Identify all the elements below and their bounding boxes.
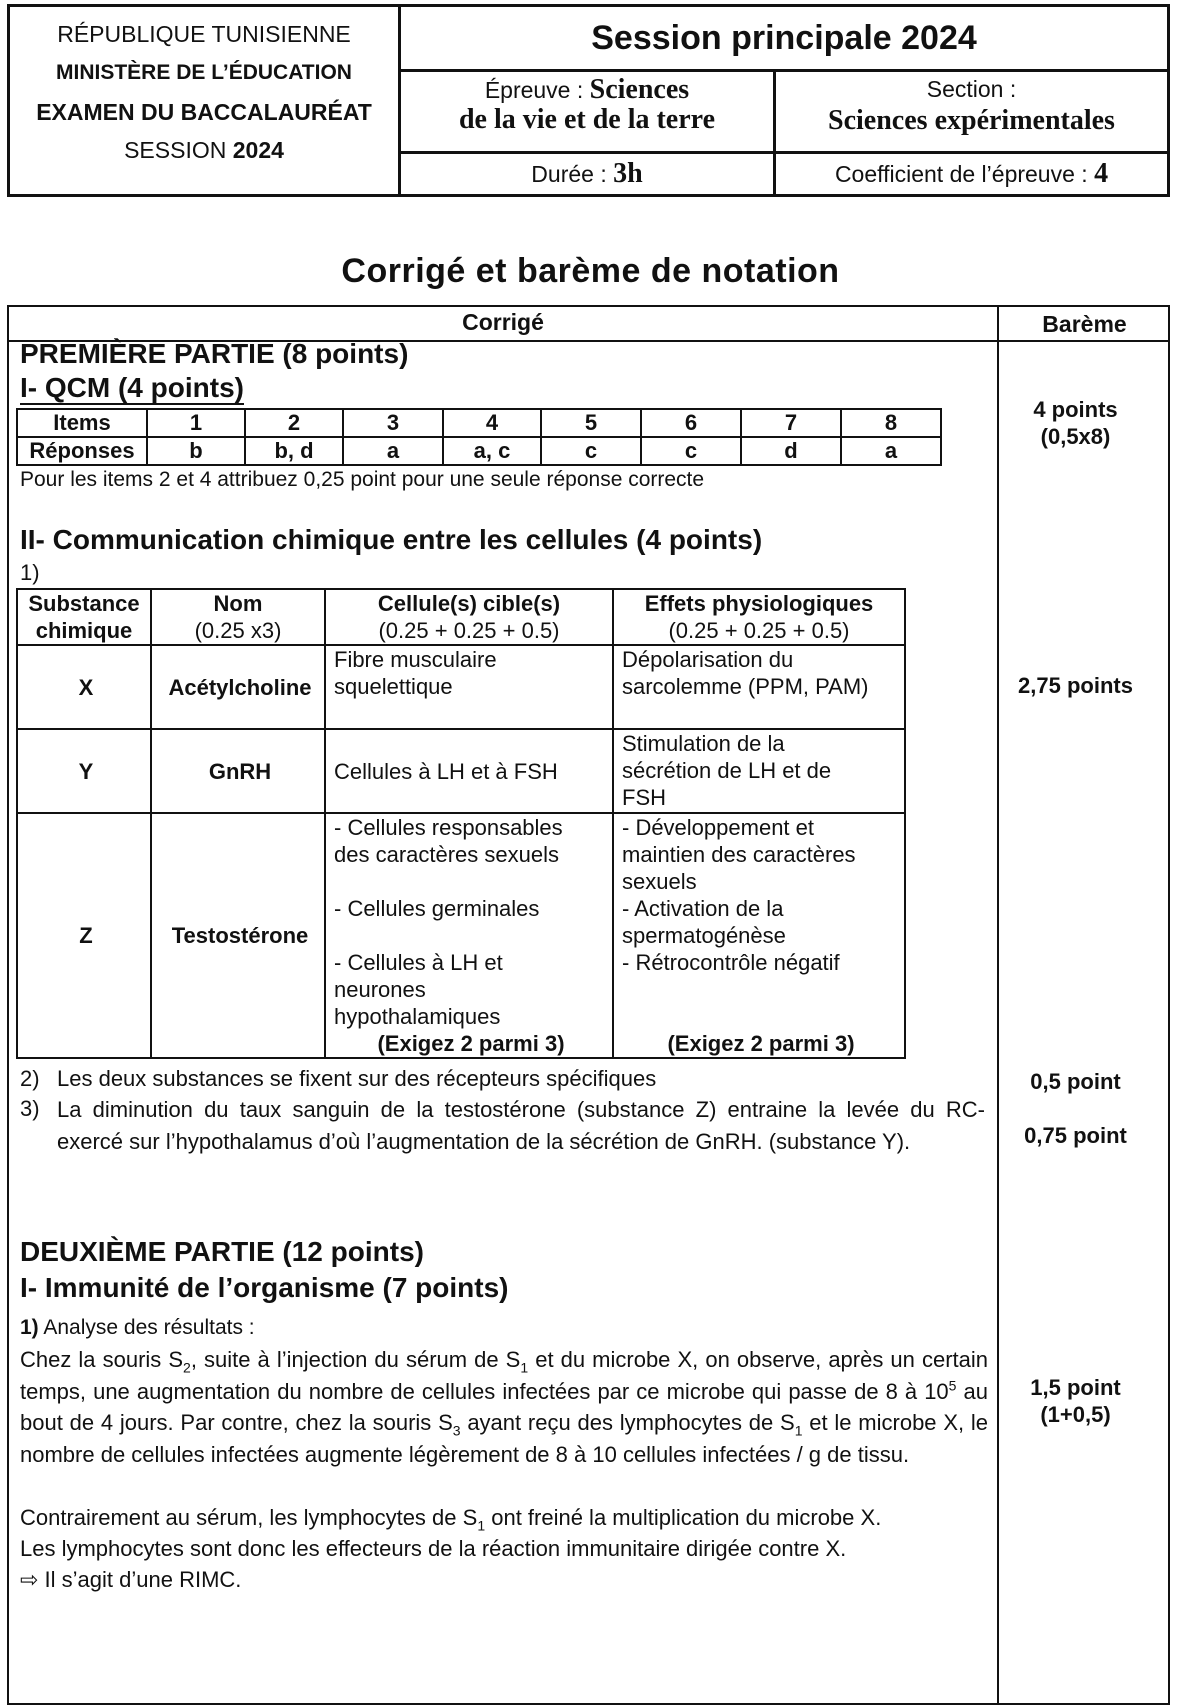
qcm-row-label: Réponses bbox=[17, 437, 147, 465]
epreuve-value-2: de la vie et de la terre bbox=[458, 104, 716, 135]
part2-title: DEUXIÈME PARTIE (12 points) bbox=[20, 1236, 424, 1267]
table-bareme: 2,75 points bbox=[1018, 673, 1133, 698]
qcm-item: 8 bbox=[841, 409, 941, 437]
substance-effect: Stimulation de la sécrétion de LH et de FSH bbox=[613, 729, 905, 813]
qcm-title: I- QCM (4 points) bbox=[20, 372, 244, 403]
immunity-title: I- Immunité de l’organisme (7 points) bbox=[20, 1272, 509, 1303]
substance-name: GnRH bbox=[151, 729, 325, 813]
qcm-answer: a bbox=[841, 437, 941, 465]
qcm-table bbox=[16, 408, 942, 466]
header-nom: Nom (0.25 x3) bbox=[151, 589, 325, 645]
qcm-items-row bbox=[17, 409, 941, 437]
substance-code: Y bbox=[17, 729, 151, 813]
qcm-item: 5 bbox=[541, 409, 641, 437]
conclusion-serum: Contrairement au sérum, les lymphocytes de $S_1$ ont freiné la multiplication du microbe X. bbox=[20, 1505, 882, 1534]
question-2-bareme: 0,5 point bbox=[1030, 1069, 1121, 1094]
qcm-answer: b, d bbox=[245, 437, 343, 465]
communication-title: II- Communication chimique entre les cellules (4 points) bbox=[20, 524, 763, 555]
column-divider bbox=[997, 307, 999, 1703]
arrow-icon: ⇨ bbox=[20, 1567, 39, 1592]
qcm-answer: d bbox=[741, 437, 841, 465]
exam-header bbox=[7, 4, 1170, 197]
qcm-item: 2 bbox=[245, 409, 343, 437]
substance-target: Cellules à LH et à FSH bbox=[325, 729, 613, 813]
section-cell bbox=[776, 72, 1167, 154]
conclusion-rimc: ⇨ Il s’agit d’une RIMC. bbox=[20, 1567, 242, 1592]
header-cible: Cellule(s) cible(s) (0.25 + 0.25 + 0.5) bbox=[325, 589, 613, 645]
substance-effect: Dépolarisation du sarcolemme (PPM, PAM) bbox=[613, 645, 905, 729]
epreuve-value-1: Sciences bbox=[589, 74, 690, 105]
column-header-corrige: Corrigé bbox=[462, 309, 544, 335]
coef-cell: Coefficient de l’épreuve : 4 bbox=[834, 158, 1109, 189]
coef-value: 4 bbox=[1094, 158, 1109, 189]
qcm-note: Pour les items 2 et 4 attribuez 0,25 point pour une seule réponse correcte bbox=[20, 468, 705, 491]
header-substance: Substance chimique bbox=[17, 589, 151, 645]
qcm-item: 4 bbox=[443, 409, 541, 437]
substance-target: Fibre musculaire squelettique bbox=[325, 645, 613, 729]
part1-title: PREMIÈRE PARTIE (8 points) bbox=[20, 338, 409, 369]
duree-value: 3h bbox=[613, 158, 643, 189]
question-2-number: 2) bbox=[20, 1066, 40, 1091]
session-title: Session principale 2024 bbox=[401, 7, 1167, 72]
section-label: Section : bbox=[926, 76, 1017, 102]
section-value: Sciences expérimentales bbox=[828, 105, 1115, 136]
qcm-answers-row bbox=[17, 437, 941, 465]
substance-name: Testostérone bbox=[151, 813, 325, 1058]
substances-table bbox=[16, 588, 906, 1059]
qcm-answer: c bbox=[641, 437, 741, 465]
header-institution bbox=[10, 7, 401, 194]
page-title: Corrigé et barème de notation bbox=[341, 252, 840, 290]
header-effets: Effets physiologiques (0.25 + 0.25 + 0.5) bbox=[613, 589, 905, 645]
header-ministry: MINISTÈRE DE L’ÉDUCATION bbox=[56, 61, 352, 84]
qcm-answer: b bbox=[147, 437, 245, 465]
substance-row-z bbox=[17, 813, 905, 1058]
header-exam: EXAMEN DU BACCALAURÉAT bbox=[36, 99, 372, 125]
question-3-bareme: 0,75 point bbox=[1024, 1123, 1127, 1148]
qcm-bareme: 4 points (0,5x8) bbox=[1033, 397, 1118, 449]
header-details bbox=[401, 7, 1167, 194]
question-3-number: 3) bbox=[20, 1096, 40, 1121]
substance-code: X bbox=[17, 645, 151, 729]
substance-code: Z bbox=[17, 813, 151, 1058]
qcm-item: 1 bbox=[147, 409, 245, 437]
header-republic: RÉPUBLIQUE TUNISIENNE bbox=[57, 21, 351, 47]
effet-note: (Exigez 2 parmi 3) bbox=[667, 1031, 855, 1056]
qcm-answer: a bbox=[343, 437, 443, 465]
cible-note: (Exigez 2 parmi 3) bbox=[377, 1031, 565, 1056]
qcm-item: 7 bbox=[741, 409, 841, 437]
analysis-heading: 1) Analyse des résultats : bbox=[20, 1316, 255, 1339]
conclusion-lymphocytes: Les lymphocytes sont donc les effecteurs de la réaction immunitaire dirigée contre X. bbox=[20, 1536, 847, 1561]
qcm-item: 6 bbox=[641, 409, 741, 437]
substance-row-x bbox=[17, 645, 905, 729]
qcm-answer: a, c bbox=[443, 437, 541, 465]
column-header-bareme: Barème bbox=[1042, 311, 1127, 337]
question-1-number: 1) bbox=[20, 560, 40, 585]
epreuve-label: Épreuve : bbox=[484, 77, 584, 103]
substance-name: Acétylcholine bbox=[151, 645, 325, 729]
substance-effect: - Développement et maintien des caractères sexuels - Activation de la spermatogénèse - Rétrocontrôle négatif (Exigez 2 parmi 3) bbox=[613, 813, 905, 1058]
substance-target: - Cellules responsables des caractères sexuels - Cellules germinales - Cellules à LH et neurones hypothalamiques (Exigez 2 parmi 3) bbox=[325, 813, 613, 1058]
question-2-text: Les deux substances se fixent sur des récepteurs spécifiques bbox=[57, 1066, 657, 1091]
substance-row-y bbox=[17, 729, 905, 813]
qcm-answer: c bbox=[541, 437, 641, 465]
question-3-text: La diminution du taux sanguin de la testostérone (substance Z) entraine la levée du RC- exercé sur l’hypothalamus d’où l’augmentation de la sécrétion de GnRH. (substance Y). bbox=[57, 1097, 985, 1154]
analysis-paragraph: Chez la souris $S_2$, suite à l’injection du sérum de $S_1$ et du microbe X, on observe, après un certain temps, une augmentation du nombre de cellules infectées par ce microbe qui passe de 8 à $10^5$ au bout de 4 jours. Par contre, chez la souris $S_3$ ayant reçu des lymphocytes de $S_1$ et le microbe X, le nombre de cellules infectées augmente légèrement de 8 à 10 cellules infectées / g de tissu. bbox=[20, 1347, 989, 1467]
header-session: SESSION 2024 bbox=[124, 137, 284, 163]
epreuve-cell bbox=[401, 72, 776, 154]
substances-header-row bbox=[17, 589, 905, 645]
qcm-row-label: Items bbox=[17, 409, 147, 437]
analysis-bareme: 1,5 point (1+0,5) bbox=[1030, 1375, 1121, 1427]
duree-cell: Durée : 3h bbox=[401, 154, 776, 194]
qcm-item: 3 bbox=[343, 409, 443, 437]
